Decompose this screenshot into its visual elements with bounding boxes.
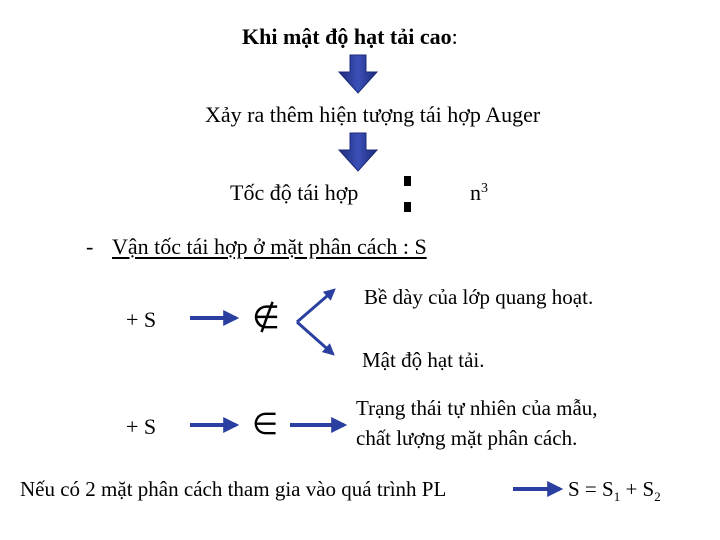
power-exponent: 3	[481, 181, 488, 196]
case1-prefix: + S	[126, 307, 157, 332]
bullet-dash: -	[86, 234, 94, 259]
proportional-mark-top	[404, 176, 411, 186]
eq-lhs: S = S	[568, 477, 614, 501]
case2-line1: Trạng thái tự nhiên của mẫu,	[356, 396, 598, 420]
case2-prefix: + S	[126, 414, 157, 439]
step-auger: Xảy ra thêm hiện tượng tái hợp Auger	[205, 102, 541, 127]
case1-branch-thickness: Bề dày của lớp quang hoạt.	[364, 285, 594, 309]
heading-bold: Khi mật độ hạt tải cao	[242, 24, 452, 49]
eq-plus: + S	[620, 477, 655, 501]
proportional-mark-bottom	[404, 202, 411, 212]
block-arrow-down-1	[339, 55, 377, 93]
block-arrow-down-2	[339, 133, 377, 171]
case2-line2: chất lượng mặt phân cách.	[356, 426, 578, 450]
not-element-of-symbol: ∉	[252, 298, 280, 336]
surface-recombination-velocity: Vận tốc tái hợp ở mặt phân cách : S	[112, 234, 427, 259]
case1-branch-density: Mật độ hạt tải.	[362, 348, 485, 372]
heading-colon: :	[451, 24, 458, 49]
branch-arrow-up	[297, 290, 334, 322]
branch-arrow-down	[297, 322, 333, 354]
recombination-rate-label: Tốc độ tái hợp	[230, 180, 359, 205]
power-base: n	[470, 180, 481, 205]
footer-text: Nếu có 2 mặt phân cách tham gia vào quá trình PL	[20, 477, 447, 501]
eq-sub1: 1	[613, 489, 621, 505]
element-of-symbol: ∈	[252, 407, 279, 442]
eq-sub2: 2	[654, 489, 661, 505]
